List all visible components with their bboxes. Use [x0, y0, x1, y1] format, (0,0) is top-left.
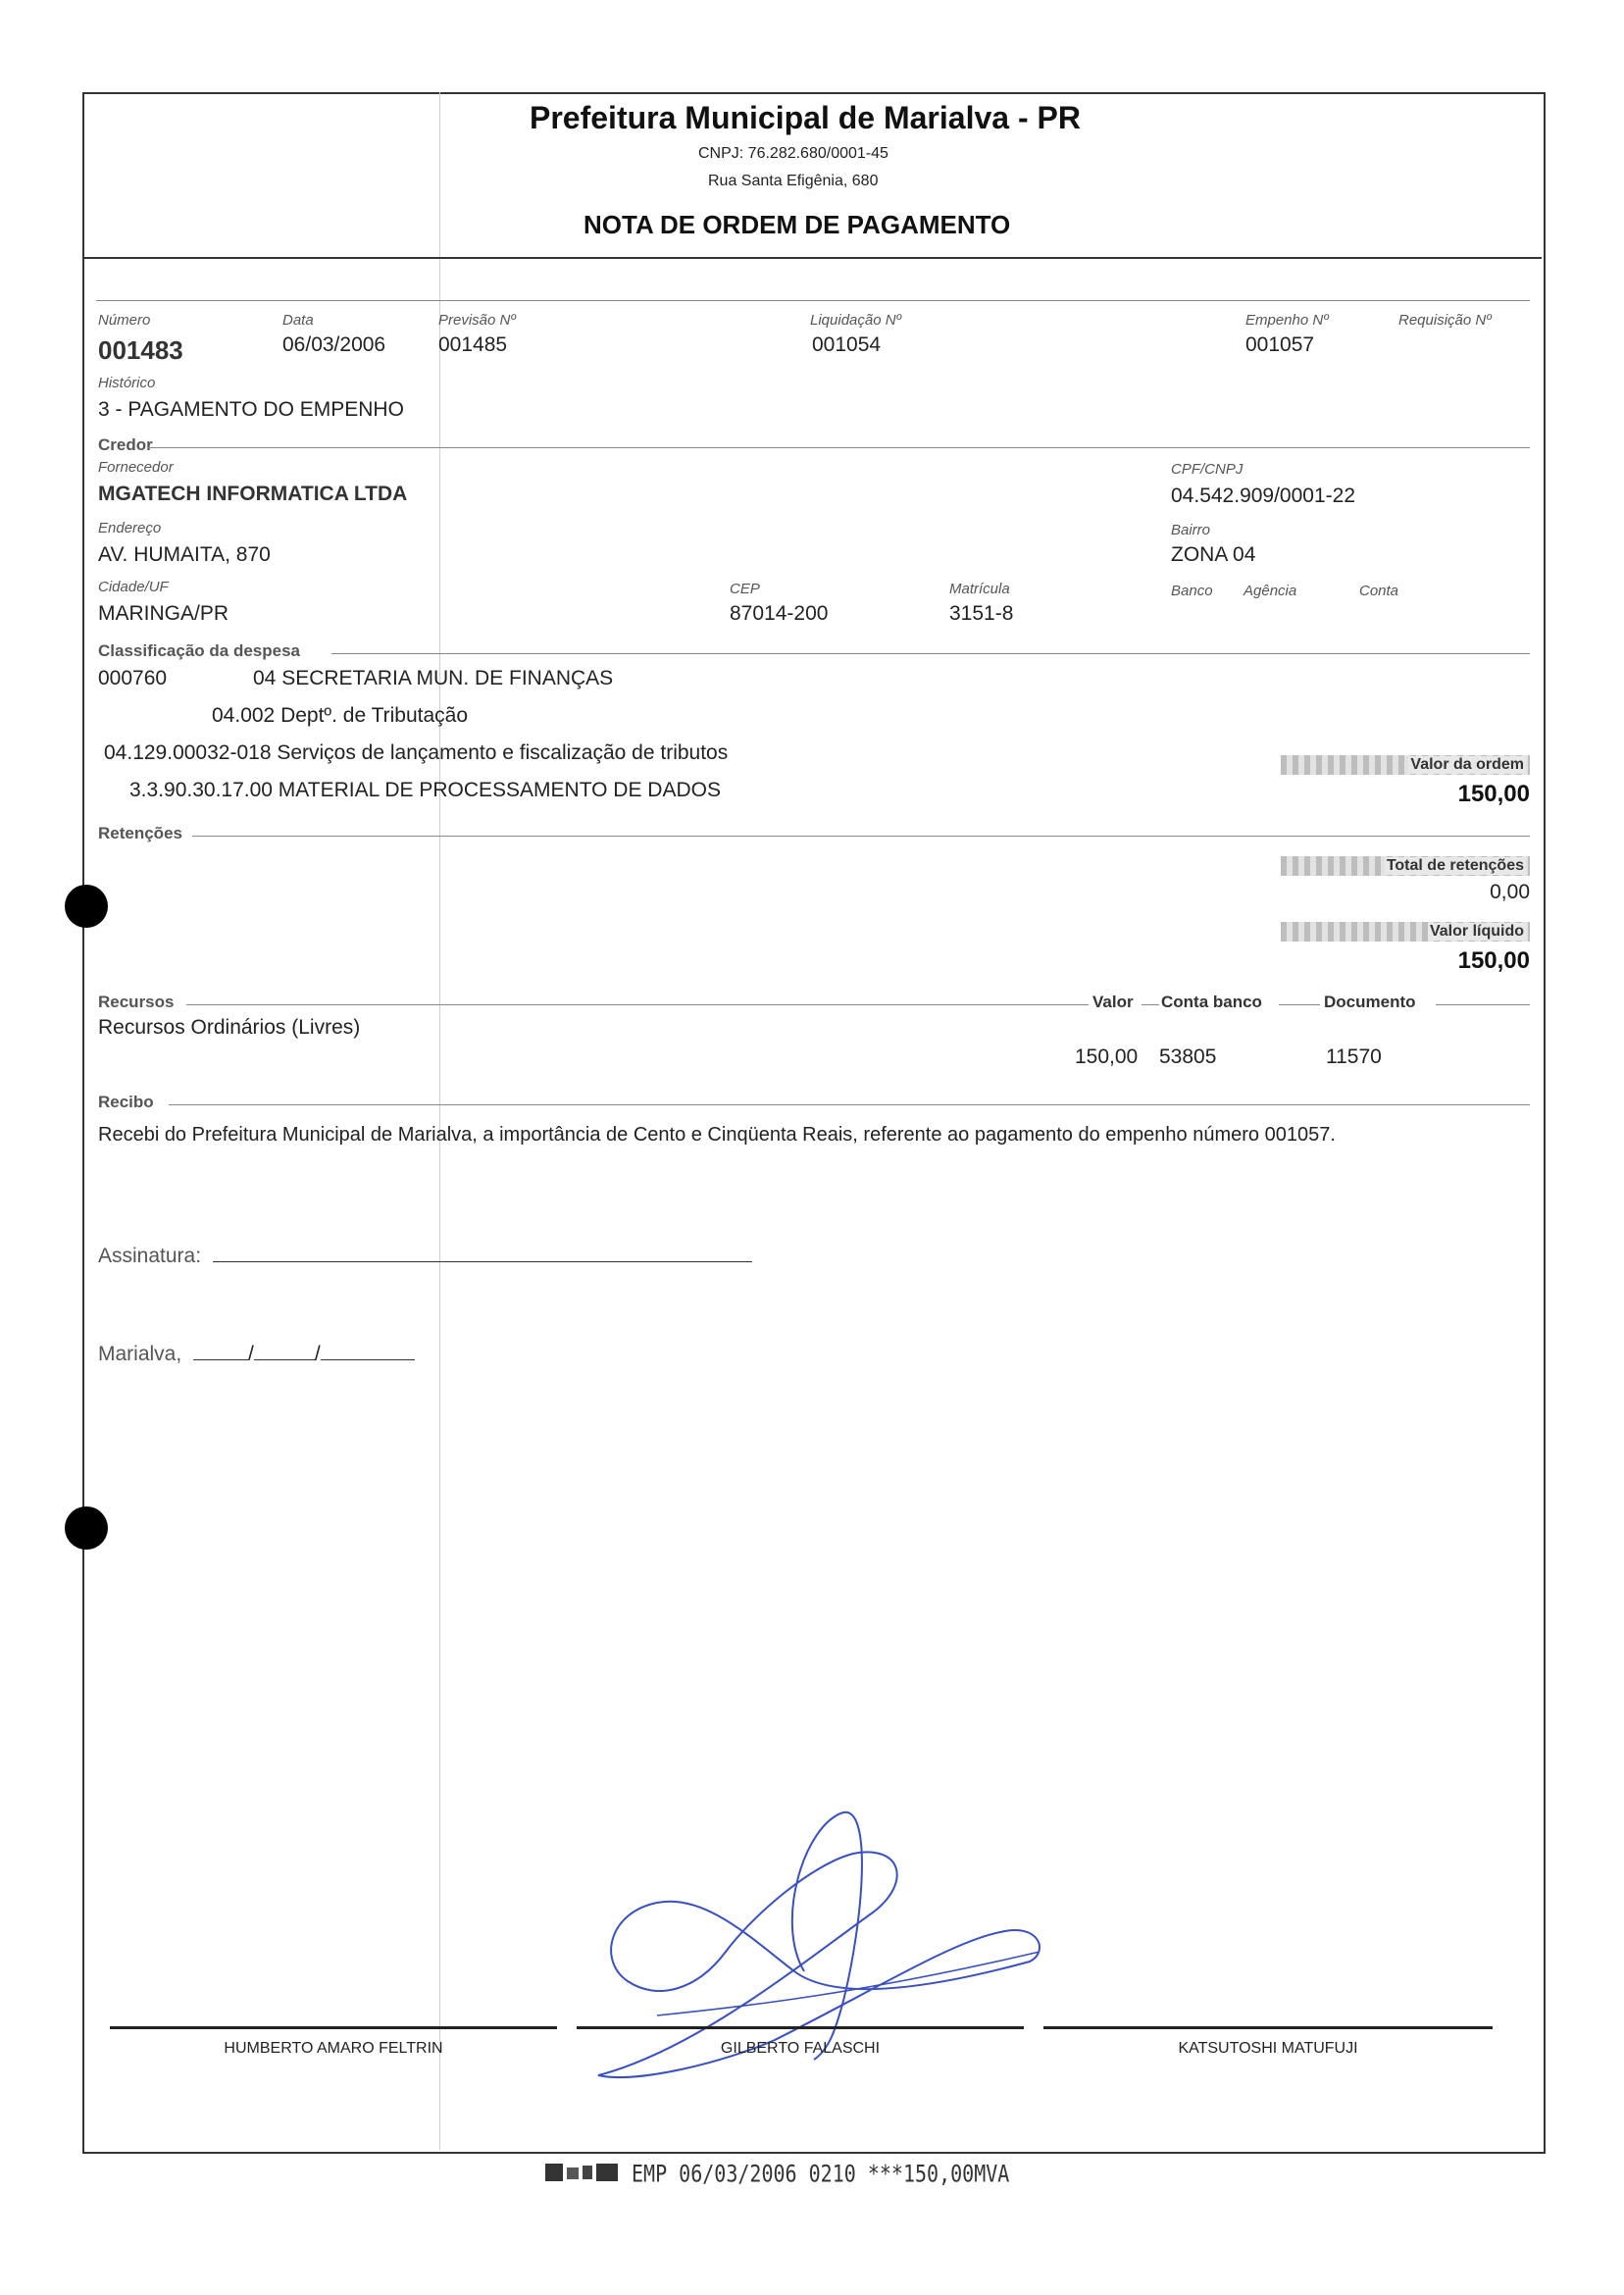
- previsao-value: 001485: [438, 333, 508, 356]
- recursos-documento-label: Documento: [1324, 993, 1416, 1011]
- mes-line[interactable]: [254, 1342, 315, 1360]
- header-cnpj: CNPJ: 76.282.680/0001-45: [698, 145, 888, 162]
- previsao-label: Previsão Nº: [438, 312, 516, 329]
- credor-line: [147, 447, 1530, 448]
- recursos-conta-label: Conta banco: [1161, 993, 1262, 1011]
- retencoes-line: [192, 836, 1530, 837]
- signature-line-2: [577, 2026, 1024, 2029]
- empenho-label: Empenho Nº: [1245, 312, 1329, 329]
- recibo-text: Recebi do Prefeitura Municipal de Marialva, a importância de Cento e Cinqüenta Reais, referente ao pagamento do empenho número 001057.: [98, 1124, 1336, 1146]
- fornecedor-value: MGATECH INFORMATICA LTDA: [98, 483, 408, 505]
- data-value: 06/03/2006: [282, 333, 386, 356]
- requisicao-label: Requisição Nº: [1398, 312, 1492, 329]
- barcode-logo: [545, 2162, 620, 2183]
- ano-line[interactable]: [321, 1342, 415, 1360]
- classificacao-orgao: 04 SECRETARIA MUN. DE FINANÇAS: [253, 667, 614, 689]
- matricula-label: Matrícula: [949, 581, 1010, 597]
- recursos-conta: 53805: [1159, 1046, 1217, 1068]
- cep-value: 87014-200: [730, 602, 829, 625]
- dia-line[interactable]: [193, 1342, 248, 1360]
- local-label: Marialva,: [98, 1343, 182, 1365]
- recursos-line: [186, 1004, 1089, 1005]
- banco-label: Banco: [1171, 583, 1213, 599]
- signature-line-1: [110, 2026, 557, 2029]
- liquidacao-label: Liquidação Nº: [810, 312, 902, 329]
- historico-value: 3 - PAGAMENTO DO EMPENHO: [98, 398, 404, 421]
- retencoes-section-title: Retenções: [98, 824, 182, 842]
- recursos-valor: 150,00: [1075, 1046, 1139, 1068]
- recursos-line-2: [1142, 1004, 1159, 1005]
- valor-ordem-band: [1281, 755, 1530, 775]
- agencia-label: Agência: [1243, 583, 1297, 599]
- recursos-line-3: [1279, 1004, 1320, 1005]
- ident-top-line: [96, 300, 1530, 301]
- cpf-value: 04.542.909/0001-22: [1171, 484, 1356, 507]
- matricula-value: 3151-8: [949, 602, 1014, 625]
- cpf-label: CPF/CNPJ: [1171, 461, 1243, 478]
- bairro-value: ZONA 04: [1171, 543, 1256, 566]
- signature-line-3: [1043, 2026, 1493, 2029]
- document-title: NOTA DE ORDEM DE PAGAMENTO: [584, 210, 1011, 239]
- numero-label: Número: [98, 312, 151, 329]
- total-retencoes-label: Total de retenções: [1386, 857, 1524, 874]
- header-divider: [84, 257, 1542, 259]
- total-retencoes-band: [1281, 856, 1530, 876]
- classificacao-section-title: Classificação da despesa: [98, 641, 301, 660]
- classificacao-code: 000760: [98, 667, 168, 689]
- data-recibo-field: Marialva, / /: [98, 1342, 415, 1366]
- assinatura-line[interactable]: [213, 1244, 752, 1262]
- fornecedor-label: Fornecedor: [98, 459, 174, 476]
- valor-liquido-label: Valor líquido: [1429, 923, 1524, 940]
- cep-label: CEP: [730, 581, 760, 597]
- signatory-3: KATSUTOSHI MATUFUJI: [1178, 2040, 1358, 2057]
- cidade-value: MARINGA/PR: [98, 602, 229, 625]
- punch-hole-top: [65, 885, 108, 928]
- recibo-section-title: Recibo: [98, 1093, 154, 1111]
- assinatura-field: [98, 1244, 752, 1268]
- data-label: Data: [282, 312, 314, 329]
- endereco-label: Endereço: [98, 520, 162, 536]
- total-retencoes-value: 0,00: [1490, 881, 1530, 903]
- numero-value: 001483: [98, 335, 183, 365]
- signatory-1: HUMBERTO AMARO FELTRIN: [224, 2040, 443, 2057]
- recursos-valor-label: Valor: [1092, 993, 1134, 1011]
- bairro-label: Bairro: [1171, 522, 1211, 538]
- valor-liquido-value: 150,00: [1457, 947, 1530, 974]
- valor-liquido-band: [1281, 922, 1530, 942]
- credor-section-title: Credor: [98, 435, 153, 454]
- empenho-value: 001057: [1245, 333, 1315, 356]
- classificacao-elemento: 3.3.90.30.17.00 MATERIAL DE PROCESSAMENTO DE DADOS: [129, 779, 721, 801]
- conta-label: Conta: [1359, 583, 1399, 599]
- header-address: Rua Santa Efigênia, 680: [708, 173, 879, 189]
- page-title: Prefeitura Municipal de Marialva - PR: [530, 100, 1081, 135]
- recibo-line: [169, 1104, 1530, 1105]
- scan-fold-line: [439, 92, 440, 2150]
- signatory-2: GILBERTO FALASCHI: [720, 2040, 881, 2057]
- classificacao-funcional: 04.129.00032-018 Serviços de lançamento e fiscalização de tributos: [104, 741, 729, 764]
- footer-stamp: EMP 06/03/2006 0210 ***150,00MVA: [632, 2159, 1010, 2188]
- recursos-section-title: Recursos: [98, 993, 175, 1011]
- historico-label: Histórico: [98, 375, 156, 391]
- recursos-line-4: [1436, 1004, 1530, 1005]
- endereco-value: AV. HUMAITA, 870: [98, 543, 271, 566]
- cidade-label: Cidade/UF: [98, 579, 169, 595]
- classificacao-line: [331, 653, 1530, 654]
- valor-ordem-label: Valor da ordem: [1410, 756, 1524, 773]
- punch-hole-bottom: [65, 1506, 108, 1550]
- liquidacao-value: 001054: [812, 333, 882, 356]
- assinatura-label: Assinatura:: [98, 1245, 202, 1267]
- recursos-fonte: Recursos Ordinários (Livres): [98, 1016, 361, 1039]
- classificacao-unidade: 04.002 Deptº. de Tributação: [212, 704, 469, 727]
- recursos-documento: 11570: [1326, 1046, 1382, 1068]
- valor-ordem-value: 150,00: [1457, 781, 1530, 807]
